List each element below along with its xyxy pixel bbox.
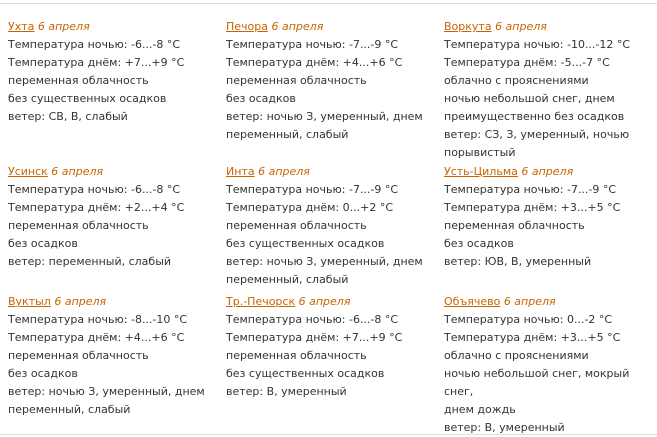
precipitation: без осадков [444,237,514,250]
city-link-ukhta[interactable]: Ухта [8,20,35,33]
precipitation: без осадков [8,367,78,380]
forecast-date: 6 апреля [521,165,574,178]
night-temperature: Температура ночью: 0...-2 °C [444,313,613,326]
forecast-ukhta [8,18,226,163]
precipitation: ночью небольшой снег, днем [444,92,615,105]
cloudiness: переменная облачность [8,219,149,232]
night-temperature: Температура ночью: -8...-10 °C [8,313,188,326]
city-link-vorkuta[interactable]: Воркута [444,20,492,33]
city-link-ust-tsilma[interactable]: Усть-Цильма [444,165,518,178]
city-link-usinsk[interactable]: Усинск [8,165,48,178]
forecast-date: 6 апреля [495,20,547,33]
precipitation-continued: днем дождь [444,403,516,416]
day-temperature: Температура днём: -5...-7 °C [444,56,610,69]
wind-continued: переменный, слабый [8,403,131,416]
cloudiness: облачно с прояснениями [444,349,589,362]
forecast-troitsko-pechorsk [226,293,444,437]
precipitation: без осадков [8,237,78,250]
day-temperature: Температура днём: +3...+5 °C [444,201,621,214]
forecast-date: 6 апреля [37,20,90,33]
city-link-obyachevo[interactable]: Объячево [444,295,501,308]
wind-continued: порывистый [444,146,516,159]
forecast-date: 6 апреля [54,295,107,308]
wind: ветер: СВ, В, слабый [8,110,128,123]
forecast-date: 6 апреля [503,295,556,308]
wind: ветер: СЗ, З, умеренный, ночью [444,128,630,141]
forecast-obyachevo [444,293,654,437]
wind-continued: переменный, слабый [226,273,349,286]
forecast-vuktyl [8,293,226,437]
forecast-inta [226,163,444,293]
forecast-date: 6 апреля [258,165,310,178]
city-link-pechora[interactable]: Печора [226,20,268,33]
forecast-vorkuta [444,18,654,163]
cloudiness: переменная облачность [226,74,367,87]
forecast-usinsk [8,163,226,293]
day-temperature: Температура днём: +3...+5 °C [444,331,621,344]
forecast-ust-tsilma [444,163,654,293]
day-temperature: Температура днём: +4...+6 °C [226,56,403,69]
precipitation: без существенных осадков [8,92,167,105]
city-link-troitsko-pechorsk[interactable]: Тр.-Печорск [226,295,296,308]
cloudiness: переменная облачность [8,349,149,362]
day-temperature: Температура днём: +7...+9 °C [8,56,185,69]
wind: ветер: ночью З, умеренный, днем [8,385,205,398]
day-temperature: Температура днём: +2...+4 °C [8,201,185,214]
day-temperature: Температура днём: 0...+2 °C [226,201,394,214]
forecast-date: 6 апреля [271,20,324,33]
wind: ветер: В, умеренный [444,421,565,434]
precipitation-continued: преимущественно без осадков [444,110,625,123]
night-temperature: Температура ночью: -10...-12 °C [444,38,631,51]
cloudiness: переменная облачность [444,219,585,232]
cloudiness: переменная облачность [8,74,149,87]
precipitation: без осадков [226,92,296,105]
wind-continued: переменный, слабый [226,128,349,141]
night-temperature: Температура ночью: -7...-9 °C [444,183,617,196]
night-temperature: Температура ночью: -7...-9 °C [226,38,399,51]
night-temperature: Температура ночью: -7...-9 °C [226,183,399,196]
wind: ветер: В, умеренный [226,385,347,398]
precipitation: ночью небольшой снег, мокрый снег, [444,367,630,398]
wind: ветер: ночью З, умеренный, днем [226,255,423,268]
forecast-date: 6 апреля [51,165,104,178]
day-temperature: Температура днём: +4...+6 °C [8,331,185,344]
night-temperature: Температура ночью: -6...-8 °C [8,38,181,51]
night-temperature: Температура ночью: -6...-8 °C [226,313,399,326]
forecast-date: 6 апреля [298,295,351,308]
cloudiness: переменная облачность [226,349,367,362]
top-divider [0,3,657,4]
precipitation: без существенных осадков [226,367,385,380]
city-link-vuktyl[interactable]: Вуктыл [8,295,51,308]
wind: ветер: переменный, слабый [8,255,172,268]
city-link-inta[interactable]: Инта [226,165,255,178]
wind: ветер: ночью З, умеренный, днем [226,110,423,123]
day-temperature: Температура днём: +7...+9 °C [226,331,403,344]
cloudiness: облачно с прояснениями [444,74,589,87]
precipitation: без существенных осадков [226,237,385,250]
night-temperature: Температура ночью: -6...-8 °C [8,183,181,196]
bottom-divider [0,434,657,435]
cloudiness: переменная облачность [226,219,367,232]
forecast-grid [8,18,654,437]
wind: ветер: ЮВ, В, умеренный [444,255,592,268]
forecast-pechora [226,18,444,163]
